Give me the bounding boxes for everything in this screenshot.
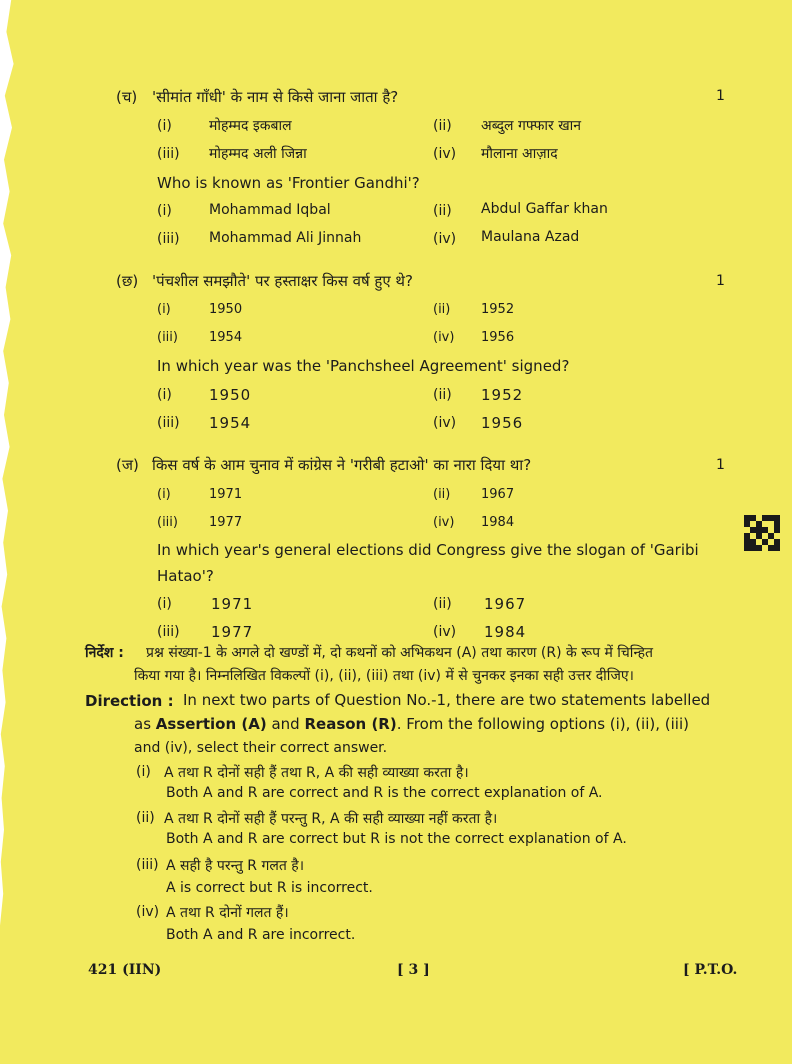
option-text: 1952 [481,302,515,317]
answer-option-hindi: A सही है परन्तु R गलत है। [166,858,305,874]
answer-option-english: A is correct but R is incorrect. [166,880,373,896]
option-number: (iv) [433,330,455,345]
option-number: (ii) [433,596,452,612]
option-number: (iii) [157,231,180,247]
option-number: (iv) [433,415,457,431]
option-number: (i) [157,118,172,134]
answer-option-number: (ii) [136,810,155,826]
option-number: (iv) [433,624,457,640]
option-number: (i) [157,487,171,502]
question-label: (च) [116,88,138,106]
option-text: 1952 [481,386,524,404]
option-text: 1956 [481,330,515,345]
option-number: (iv) [433,146,457,162]
direction-english-label: Direction : [85,692,174,710]
option-text: 1971 [209,487,243,502]
direction-english-text: and (iv), select their correct answer. [134,740,388,756]
answer-option-number: (iii) [136,857,159,873]
option-text: मोहम्मद अली जिन्ना [209,146,307,162]
direction-english-text: In next two parts of Question No.-1, there are two statements labelled [183,691,711,709]
question-label: (ज) [116,456,139,474]
option-text: 1954 [209,330,243,345]
option-text: Abdul Gaffar khan [481,201,608,217]
qr-code [744,515,780,551]
option-text: 1956 [481,414,524,432]
question-english-text: In which year's general elections did Congress give the slogan of 'Garibi [157,541,699,559]
option-number: (iii) [157,330,178,345]
question-hindi-text: 'सीमांत गाँधी' के नाम से किसे जाना जाता है? [152,88,399,106]
answer-option-number: (i) [136,764,151,780]
answer-option-hindi: A तथा R दोनों सही हैं तथा R, A की सही व्याख्या करता है। [164,765,469,781]
page-number: [ 3 ] [397,962,430,978]
direction-hindi-text: प्रश्न संख्या-1 के अगले दो खण्डों में, दो कथनों को अभिकथन (A) तथा कारण (R) के रूप में चिन्हित [146,645,654,661]
question-english-text: Who is known as 'Frontier Gandhi'? [157,174,420,192]
option-text: मौलाना आज़ाद [481,146,558,162]
option-text: 1977 [211,623,254,641]
direction-word: and [271,715,300,733]
option-number: (ii) [433,203,452,219]
question-hindi-text: किस वर्ष के आम चुनाव में कांग्रेस ने 'गरीबी हटाओ' का नारा दिया था? [152,456,532,474]
direction-hindi-label: निर्देश : [85,645,124,661]
option-number: (i) [157,203,172,219]
answer-option-number: (iv) [136,904,160,920]
question-marks: 1 [716,273,725,289]
option-text: 1954 [209,414,252,432]
question-label: (छ) [116,272,139,290]
paper-code: 421 (IIN) [88,962,162,978]
direction-hindi-text: किया गया है। निम्नलिखित विकल्पों (i), (ii), (iii) तथा (iv) में से चुनकर इनका सही उत्तर दीजिए। [134,668,634,684]
option-number: (iii) [157,146,180,162]
option-number: (iv) [433,515,455,530]
option-text: 1984 [484,623,527,641]
option-text: 1984 [481,515,515,530]
option-number: (ii) [433,118,452,134]
option-text: 1950 [209,302,243,317]
answer-option-english: Both A and R are incorrect. [166,927,356,943]
option-number: (iii) [157,624,180,640]
assertion-term: Assertion (A) [155,715,267,733]
answer-option-hindi: A तथा R दोनों सही हैं परन्तु R, A की सही व्याख्या नहीं करता है। [164,811,498,827]
option-number: (iv) [433,231,457,247]
option-text: 1977 [209,515,243,530]
option-number: (iii) [157,515,178,530]
please-turn-over: [ P.T.O. [683,962,738,978]
question-hindi-text: 'पंचशील समझौते' पर हस्ताक्षर किस वर्ष हुए थे? [152,272,413,290]
option-number: (ii) [433,487,451,502]
direction-english-text: . From the following options (i), (ii), (iii) [396,715,689,733]
option-text: मोहम्मद इकबाल [209,118,292,134]
answer-option-english: Both A and R are correct but R is not the correct explanation of A. [166,831,627,847]
question-english-text: Hatao'? [157,567,214,585]
answer-option-english: Both A and R are correct and R is the correct explanation of A. [166,785,603,801]
question-marks: 1 [716,88,725,104]
option-text: 1950 [209,386,252,404]
answer-option-hindi: A तथा R दोनों गलत हैं। [166,905,289,921]
option-text: अब्दुल गफ्फार खान [481,118,582,134]
option-number: (ii) [433,387,452,403]
option-number: (i) [157,596,172,612]
question-marks: 1 [716,457,725,473]
torn-paper-edge [0,0,16,1064]
option-text: 1971 [211,595,254,613]
direction-word: as [134,715,152,733]
option-text: Mohammad Ali Jinnah [209,230,362,246]
option-number: (ii) [433,302,451,317]
reason-term: Reason (R) [304,715,397,733]
option-text: Maulana Azad [481,229,580,245]
option-number: (iii) [157,415,180,431]
option-number: (i) [157,302,171,317]
direction-english-line [134,715,689,733]
option-text: Mohammad Iqbal [209,202,331,218]
question-english-text: In which year was the 'Panchsheel Agreement' signed? [157,357,570,375]
option-text: 1967 [481,487,515,502]
option-text: 1967 [484,595,527,613]
option-number: (i) [157,387,172,403]
